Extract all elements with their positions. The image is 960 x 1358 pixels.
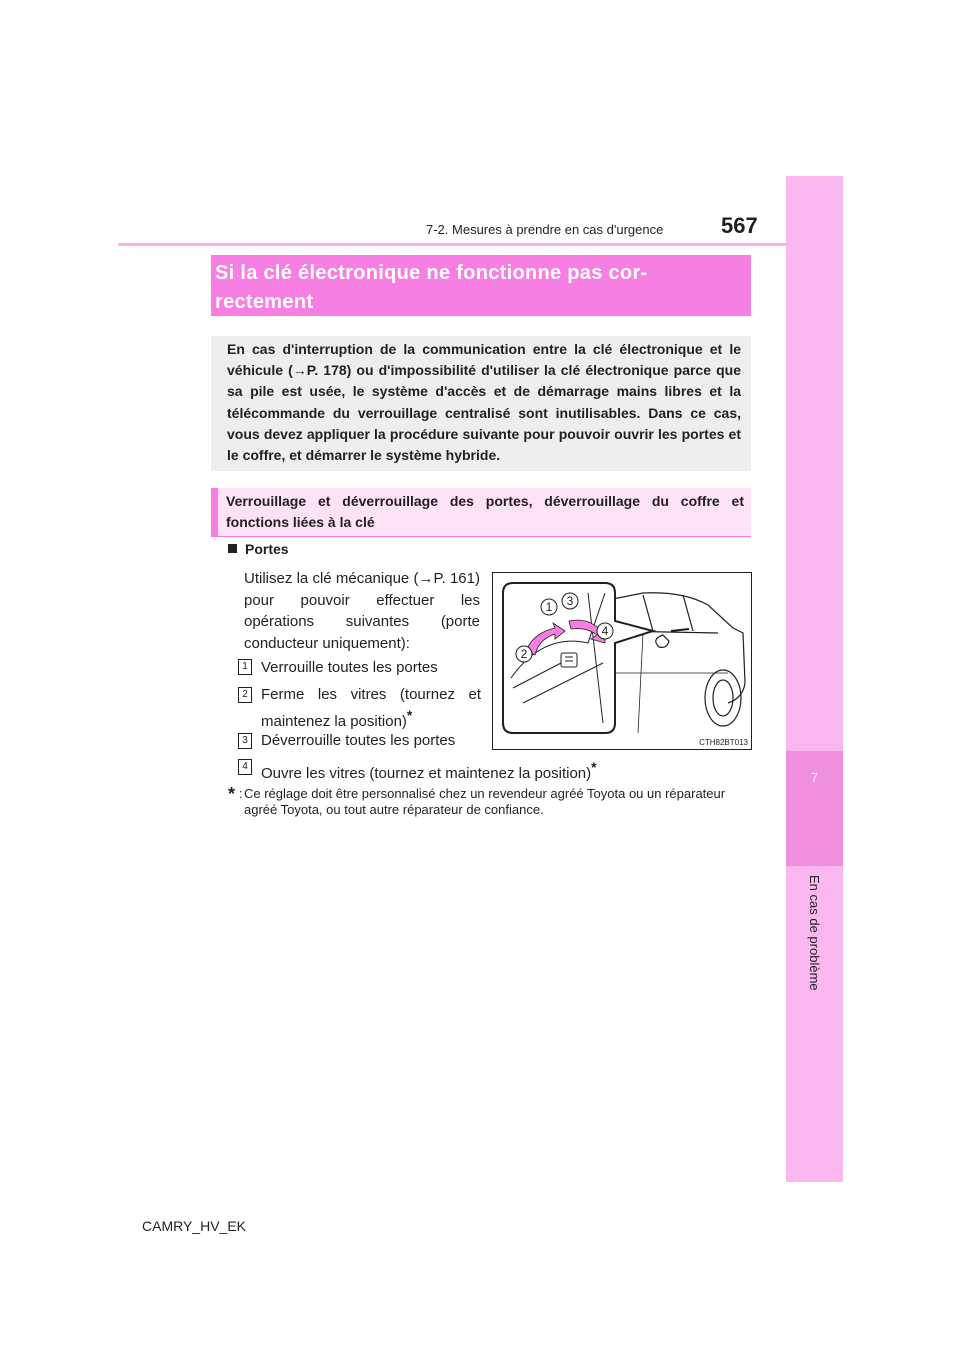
step-number-3: 3	[238, 733, 252, 749]
chapter-marker	[786, 751, 843, 866]
step-text-3	[261, 731, 481, 751]
section-heading-underline	[211, 536, 751, 537]
step-number-1: 1	[238, 659, 252, 675]
step-text-2	[261, 685, 481, 732]
header-divider	[118, 243, 786, 246]
footnote-text: Ce réglage doit être personnalisé chez un revendeur agréé Toyota ou un réparateur agréé Toyota, ou tout autre réparateur de confiance.	[244, 786, 726, 817]
door-key-illustration	[492, 572, 752, 750]
body-text-start: Utilisez la clé mécanique (	[244, 570, 419, 587]
step-text-4	[261, 757, 761, 784]
callout-1: 1	[545, 600, 553, 614]
page-title: Si la clé électronique ne fonctionne pas cor-rectement	[215, 262, 648, 313]
step-number-2: 2	[238, 687, 252, 703]
illustration-code: CTH82BT013	[699, 738, 748, 747]
callout-4: 4	[601, 624, 609, 638]
footnote-marker: *	[406, 707, 413, 723]
subheading-label: Portes	[245, 541, 289, 557]
step-label: Verrouille toutes les portes	[261, 659, 438, 676]
step-text-1	[261, 658, 481, 678]
square-bullet-icon	[228, 544, 237, 553]
footer-code: CAMRY_HV_EK	[142, 1218, 247, 1234]
step-label: Ferme les vitres (tournez et maintenez la position)	[261, 686, 481, 730]
subheading	[228, 541, 289, 557]
section-heading-bar	[211, 488, 218, 536]
chapter-number: 7	[810, 770, 819, 785]
footnote-marker: *	[591, 759, 597, 775]
section-header: 7-2. Mesures à prendre en cas d'urgence	[426, 222, 664, 237]
footnote-colon: :	[239, 786, 243, 801]
callout-3: 3	[566, 594, 574, 608]
page-number: 567	[721, 213, 758, 238]
arrow-icon: →	[292, 362, 307, 379]
body-paragraph	[244, 568, 480, 654]
footnote-star: *	[228, 784, 236, 804]
step-label: Ouvre les vitres (tournez et maintenez la position)	[261, 765, 592, 782]
chapter-name: En cas de problème	[807, 875, 822, 991]
step-label: Déverrouille toutes les portes	[261, 732, 456, 749]
section-heading: Verrouillage et déverrouillage des portes, déverrouillage du coffre et fonctions liées à la clé	[226, 493, 744, 530]
intro-text-start: En cas d'interruption de la communication entre la clé électronique et le véhicule (	[227, 341, 741, 379]
intro-text-end: P. 178) ou d'impossibilité d'utiliser la clé électronique parce que sa pile est usée, le système d'accès et de démarrage mains libres et la télécommande du verrouillage centralisé sont inutilisables. Dans ce cas, vous devez appliquer la procédure suivante pour pouvoir ouvrir les portes et le coffre, et démarrer le système hybride.	[227, 362, 741, 464]
step-number-4: 4	[238, 759, 252, 775]
arrow-icon: →	[418, 570, 434, 587]
callout-2: 2	[520, 647, 528, 661]
body-text-end: P. 161) pour pouvoir effectuer les opérations suivantes (porte conducteur uniquement):	[244, 570, 480, 652]
intro-paragraph	[227, 339, 741, 466]
car-door-drawing	[493, 573, 751, 749]
